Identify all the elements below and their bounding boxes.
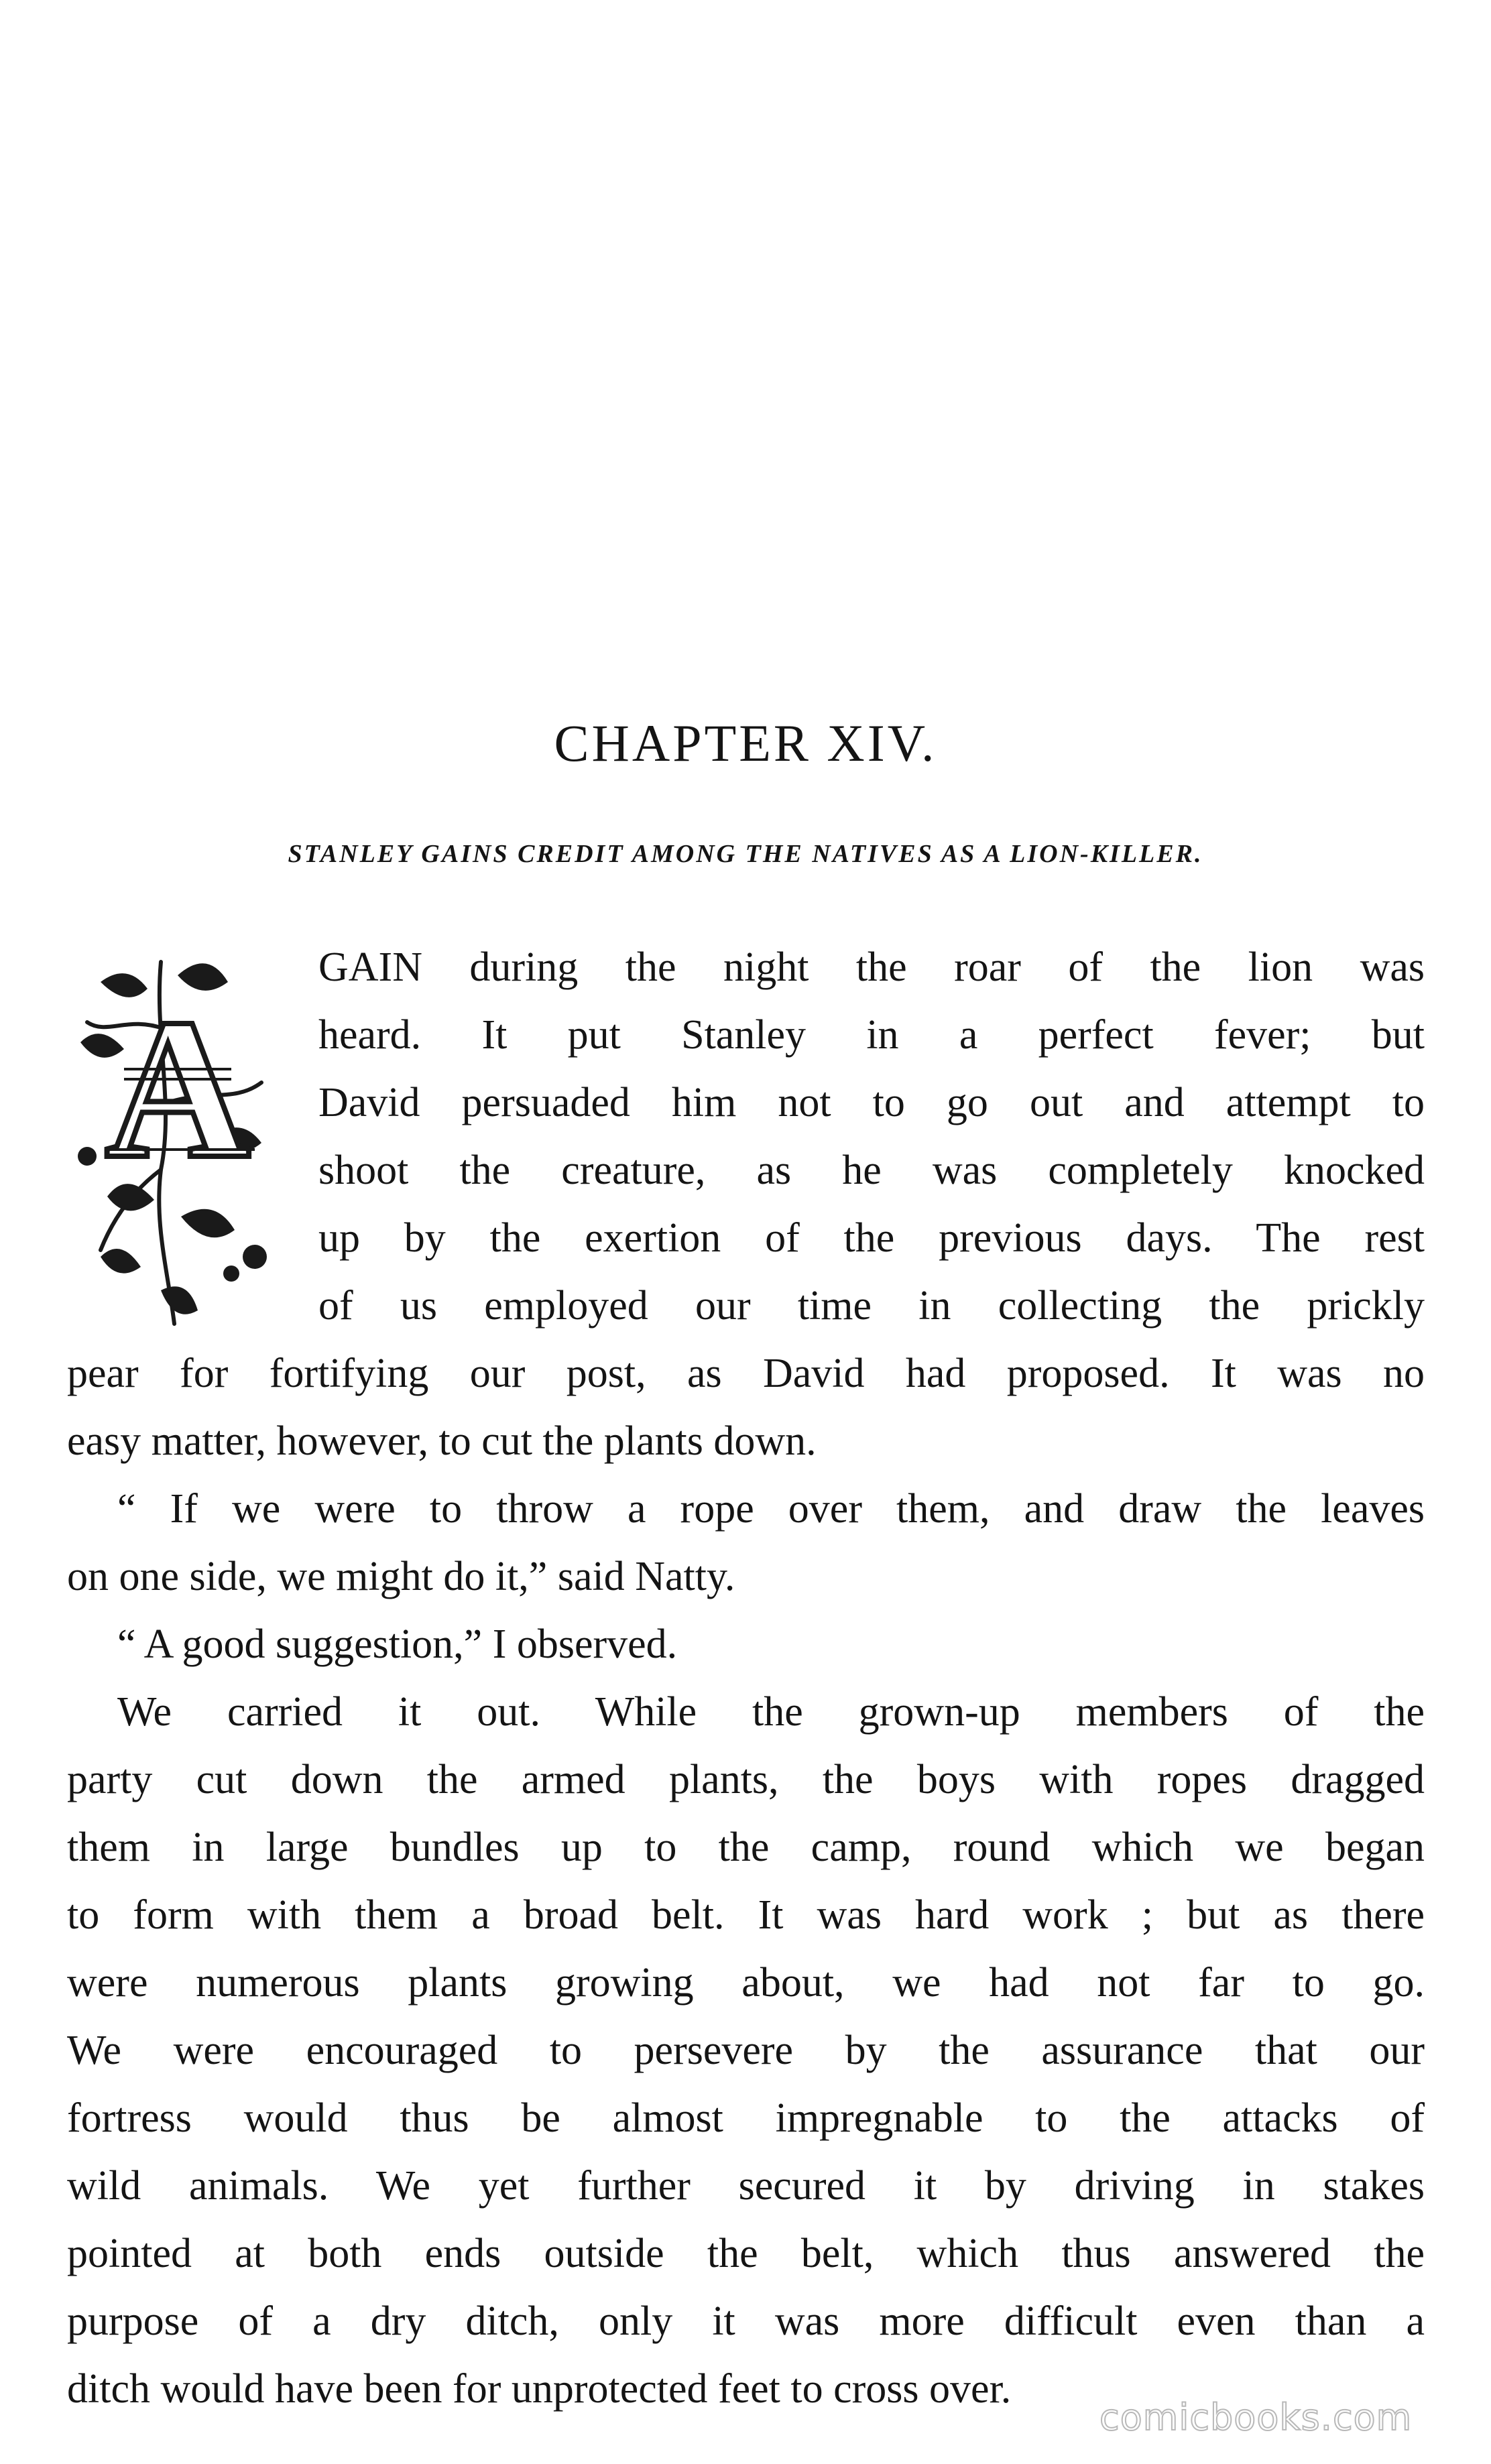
text-line: pointed at both ends outside the belt, which thus answered the: [67, 2231, 1425, 2276]
text-line: up by the exertion of the previous days. The rest: [318, 1215, 1425, 1261]
chapter-title: CHAPTER XIV.: [554, 714, 937, 772]
chapter-subtitle: STANLEY GAINS CREDIT AMONG THE NATIVES AS A LION-KILLER.: [288, 840, 1203, 868]
text-line: purpose of a dry ditch, only it was more difficult even than a: [67, 2298, 1425, 2344]
text-line: wild animals. We yet further secured it by driving in stakes: [67, 2163, 1425, 2209]
text-line: pear for fortifying our post, as David had proposed. It was no: [67, 1351, 1425, 1396]
text-line: were numerous plants growing about, we had not far to go.: [67, 1960, 1425, 2006]
site-watermark: comicbooks.com: [1099, 2396, 1413, 2439]
text-line: party cut down the armed plants, the boys with ropes dragged: [67, 1757, 1425, 1802]
text-line: heard. It put Stanley in a perfect fever; but: [318, 1012, 1425, 1058]
text-line: We were encouraged to persevere by the assurance that our: [67, 2028, 1425, 2073]
text-line: easy matter, however, to cut the plants down.: [67, 1418, 817, 1464]
text-line: to form with them a broad belt. It was hard work ; but as there: [67, 1892, 1425, 1938]
text-line: GAIN during the night the roar of the lion was: [318, 944, 1425, 990]
text-line: them in large bundles up to the camp, round which we began: [67, 1825, 1425, 1870]
text-line: ditch would have been for unprotected feet to cross over.: [67, 2366, 1012, 2412]
dropcap-letter: A: [105, 977, 251, 1200]
text-line: “ A good suggestion,” I observed.: [117, 1621, 678, 1667]
text-line: “ If we were to throw a rope over them, and draw the leaves: [117, 1486, 1425, 1532]
text-line: of us employed our time in collecting the prickly: [318, 1283, 1425, 1329]
ornamental-dropcap-icon: [60, 935, 295, 1337]
text-line: David persuaded him not to go out and attempt to: [318, 1080, 1425, 1125]
text-line: shoot the creature, as he was completely knocked: [318, 1148, 1425, 1193]
text-line: on one side, we might do it,” said Natty.: [67, 1554, 735, 1599]
text-line: We carried it out. While the grown-up members of the: [117, 1689, 1425, 1735]
text-line: fortress would thus be almost impregnable to the attacks of: [67, 2095, 1425, 2141]
